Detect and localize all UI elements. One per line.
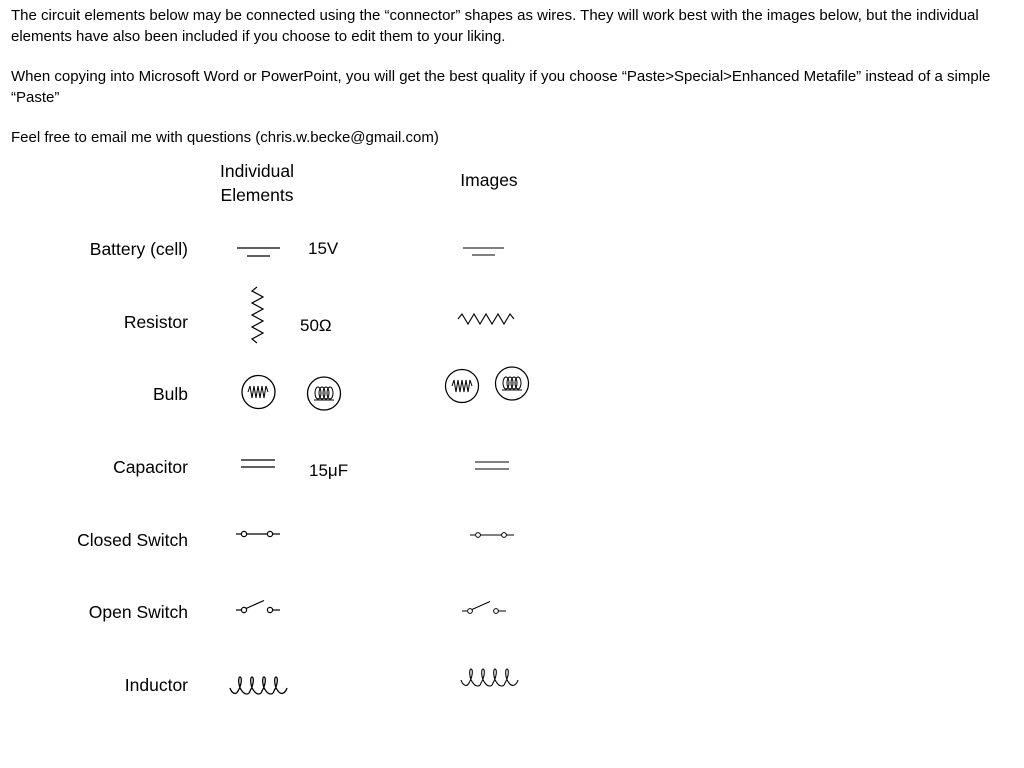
images-header: Images bbox=[460, 170, 518, 190]
battery-voltage-value[interactable]: 15V bbox=[308, 239, 339, 258]
capacitor-capacitance-value[interactable]: 15μF bbox=[309, 461, 349, 480]
open-switch-element-icon[interactable] bbox=[236, 599, 280, 615]
resistor-label: Resistor bbox=[123, 312, 188, 332]
closed-switch-image-icon[interactable] bbox=[470, 529, 514, 541]
open-switch-image-icon[interactable] bbox=[462, 600, 506, 616]
inductor-element-icon[interactable] bbox=[229, 674, 289, 698]
bulb-label: Bulb bbox=[152, 384, 188, 404]
inductor-image-icon[interactable] bbox=[460, 666, 520, 690]
bulb-filament-image-icon[interactable] bbox=[494, 366, 530, 401]
capacitor-image-icon[interactable] bbox=[474, 460, 510, 472]
open-switch-label: Open Switch bbox=[88, 602, 188, 622]
closed-switch-element-icon[interactable] bbox=[236, 528, 280, 540]
bulb-element-icon[interactable] bbox=[240, 374, 277, 410]
bulb-filament-element-icon[interactable] bbox=[306, 376, 342, 411]
resistor-image-icon[interactable] bbox=[457, 311, 515, 327]
resistor-element-icon[interactable] bbox=[248, 286, 268, 344]
battery-label: Battery (cell) bbox=[89, 239, 188, 259]
individual-elements-header: Individual Elements bbox=[220, 161, 294, 205]
contact-paragraph: Feel free to email me with questions (chris.w.becke@gmail.com) bbox=[11, 129, 439, 146]
bulb-image-icon[interactable] bbox=[444, 368, 480, 404]
closed-switch-label: Closed Switch bbox=[77, 530, 188, 550]
battery-image-icon[interactable] bbox=[462, 244, 505, 258]
battery-element-icon[interactable] bbox=[236, 244, 281, 260]
paste-tip-paragraph: When copying into Microsoft Word or PowerPoint, you will get the best quality if you choose “Paste>Special>Enhanced Metafile” instead of a simple “Paste” bbox=[11, 68, 991, 106]
capacitor-element-icon[interactable] bbox=[240, 458, 276, 470]
resistor-resistance-value[interactable]: 50Ω bbox=[300, 316, 332, 335]
instructions-paragraph: The circuit elements below may be connected using the “connector” shapes as wires. They will work best with the images below, but the individual elements have also been included if you choose to edit them to your liking. bbox=[11, 7, 979, 45]
inductor-label: Inductor bbox=[124, 675, 188, 695]
capacitor-label: Capacitor bbox=[113, 457, 188, 477]
